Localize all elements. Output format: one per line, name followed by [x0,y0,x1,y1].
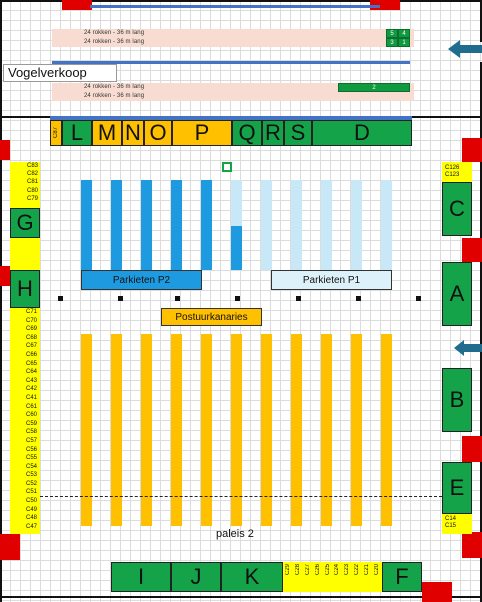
red-marker [0,266,10,286]
rack-cell-number: 5 [390,31,394,37]
code: C52 [26,480,38,487]
code: C69 [26,326,38,333]
stand-I [111,562,171,592]
stand-label: R [265,120,281,145]
cage-row [231,334,242,526]
code: C25 [324,564,331,576]
cage-row [81,334,92,526]
stand-label: I [137,564,145,589]
wall-bottom [0,596,482,598]
stand-G [10,208,40,238]
stand-P [172,120,232,146]
cage-row [291,334,302,526]
code: C83 [27,163,39,169]
stand-label: K [244,564,260,589]
stand-O [144,120,172,146]
stand-label: Q [238,120,256,145]
stand-label: J [190,564,202,589]
top-divider [90,5,380,8]
cage-row [381,180,392,270]
stand-label: L [70,120,84,145]
cage-row [351,180,362,270]
stand-J [171,562,221,592]
stand-codes-left-top [10,162,40,208]
pillar [235,296,240,301]
code: C60 [26,412,38,419]
cage-row [201,334,212,526]
rack-cell-number: 4 [402,31,406,37]
code: C51 [26,489,38,496]
sales-title-box [3,64,117,82]
entrance-arrow-icon [448,38,482,60]
stand-codes-right-bottom [442,514,472,534]
cage-row [141,180,152,270]
wall-left [0,0,2,602]
cage-row [261,334,272,526]
code: C59 [26,420,38,427]
red-marker [462,532,482,558]
stand-H [10,270,40,308]
pillar [175,296,180,301]
code: C49 [26,506,38,513]
stand-B [442,368,472,432]
code: C14 [445,516,457,522]
pillar [118,296,123,301]
red-marker [62,0,92,10]
rack-bar-number: 2 [372,85,376,91]
red-marker [462,238,482,262]
pillar [296,296,301,301]
stand-label: P [194,120,210,145]
code: C56 [26,446,38,453]
stand-M [92,120,122,146]
stand-A [442,262,472,326]
code: C70 [26,317,38,324]
code: C68 [26,334,38,341]
cage-row [201,180,212,270]
label-text: Parkieten P2 [112,274,171,286]
code: C64 [26,369,38,376]
stand-codes-left-gap [10,238,40,270]
code: C65 [26,360,38,367]
code: C20 [373,564,380,576]
code: C50 [26,498,38,505]
code: C28 [294,564,301,576]
rack-cell [398,38,410,47]
stand-codes-right-top [442,162,472,182]
rack-row [52,38,414,47]
code: C53 [26,472,38,479]
code: C24 [334,564,341,576]
code: C29 [284,564,291,576]
code: C82 [27,171,39,178]
stand-codes-bottom [283,562,382,592]
stand-E [442,462,472,514]
code: C22 [354,564,361,576]
cage-row [171,180,182,270]
cage-row [171,334,182,526]
pillar [58,296,63,301]
cage-row [291,180,302,270]
stand-label: D [354,120,370,145]
pillar [356,296,361,301]
stand-L [62,120,92,146]
parkieten-p1-label [271,270,392,290]
code: C67 [26,343,38,350]
cage-row [261,180,272,270]
code: C81 [27,179,39,186]
hall-label-text: paleis 2 [216,528,254,540]
marker-square [222,162,232,172]
code: C71 [26,309,38,315]
cage-row [381,334,392,526]
label-text: Parkieten P1 [302,274,361,286]
code: C41 [26,394,38,401]
stand-label: N [125,120,141,145]
stand-codes-left-main [10,308,40,534]
code: C123 [445,172,460,178]
code: C27 [304,564,311,576]
rack-cell-number: 3 [390,40,394,46]
stand-label: S [290,120,306,145]
cage-row [111,180,122,270]
red-marker [422,582,452,602]
entrance-arrow-icon [454,338,482,358]
top-stand-code-text: C87 [53,127,59,139]
stand-label: F [395,564,409,589]
code: C15 [445,523,457,529]
rack-row-text: 24 rokken - 36 m lang [84,93,145,99]
rack-cell [386,29,398,38]
rack-cell [386,38,398,47]
rack-row [52,92,414,101]
stand-label: H [17,276,33,301]
parkieten-p2-label [81,270,202,290]
cage-row [321,334,332,526]
hall-label [216,528,254,540]
stand-D [312,120,412,146]
stand-N [122,120,144,146]
code: C54 [26,463,38,470]
code: C26 [314,564,321,576]
cage-row [81,180,92,270]
red-marker [0,534,20,560]
code: C21 [364,564,371,576]
code: C79 [27,195,39,202]
cage-row [141,334,152,526]
rack-row-text: 24 rokken - 36 m lang [84,30,145,36]
code: C42 [26,386,38,393]
rack-bar [338,83,410,92]
top-stand-code [50,120,62,146]
rack-cell [398,29,410,38]
code: C57 [26,437,38,444]
stand-K [221,562,283,592]
pillar [416,296,421,301]
rack-row-text: 24 rokken - 36 m lang [84,84,145,90]
code: C23 [344,564,351,576]
stand-label: E [449,475,465,500]
postuurkanaries-label [161,308,262,326]
cage-row [321,180,332,270]
code: C80 [27,187,39,194]
rack-cell-number: 1 [402,40,406,46]
stand-R [262,120,284,146]
code: C66 [26,351,38,358]
stand-label: C [449,196,465,221]
code: C126 [445,165,460,171]
code: C48 [26,515,38,522]
cage-row [351,334,362,526]
rack-row [52,29,414,38]
cage-row [231,226,242,270]
stand-S [284,120,312,146]
code: C55 [26,455,38,462]
label-text: Postuurkanaries [175,311,248,323]
stand-label: M [97,120,117,145]
stand-label: G [16,210,34,235]
rack-row-text: 24 rokken - 36 m lang [84,39,145,45]
sales-title: Vogelverkoop [8,65,87,80]
code: C47 [26,523,38,530]
code: C43 [26,377,38,384]
dash-line [40,496,442,497]
red-marker [0,140,10,160]
code: C58 [26,429,38,436]
stand-F [382,562,422,592]
stand-label: O [149,120,167,145]
stand-C [442,182,472,236]
red-marker [462,436,482,462]
stand-Q [232,120,262,146]
stand-label: A [449,281,465,306]
cage-row [231,180,242,226]
stand-label: B [449,387,465,412]
red-marker [462,138,482,162]
cage-row [111,334,122,526]
code: C61 [26,403,38,410]
